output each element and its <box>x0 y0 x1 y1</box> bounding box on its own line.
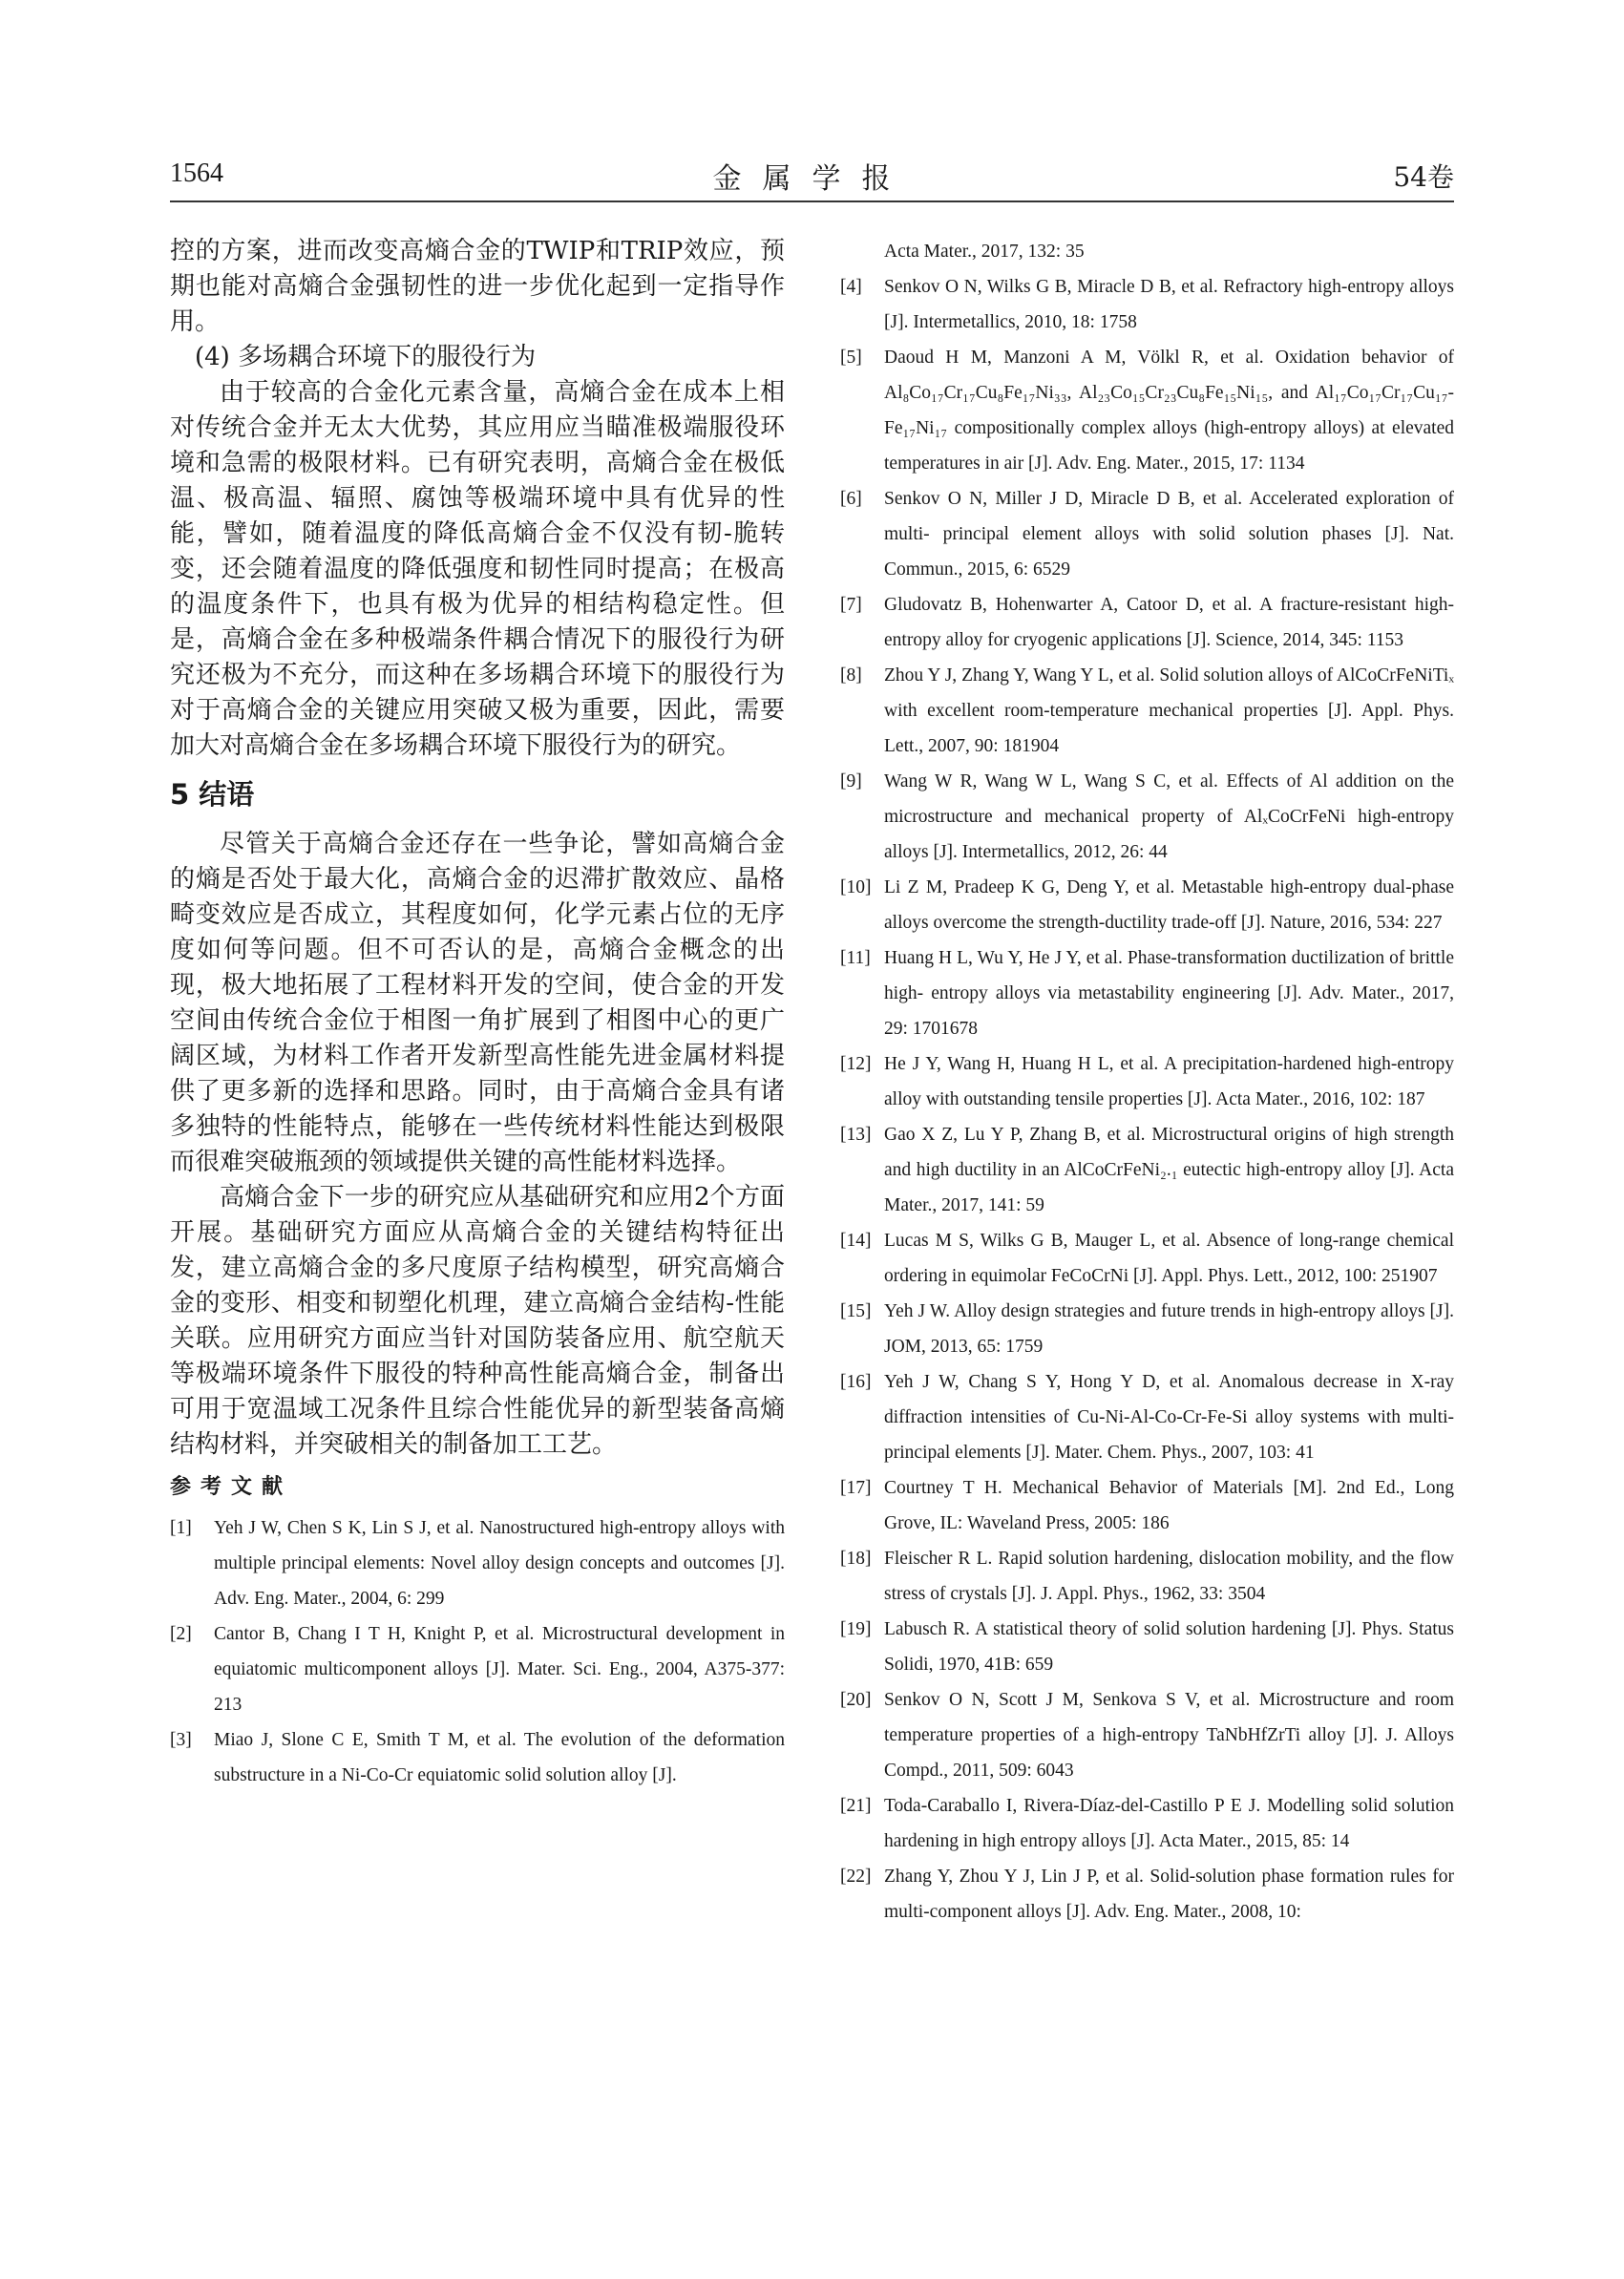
reference-number: [22] <box>840 1867 872 1887</box>
reference-number: [2] <box>170 1624 192 1644</box>
reference-text: Daoud H M, Manzoni A M, Völkl R, et al. Oxidation behavior of Al₈Co₁₇Cr₁₇Cu₈Fe₁₇Ni₃₃, Al₂₃Co₁₅Cr₂₃Cu₈Fe₁₅Ni₁₅, and Al₁₇Co₁₇Cr₁₇Cu₁₇-Fe₁₇Ni₁₇ compositionally complex alloys (high-entropy alloys) at elevated temperatures in air [J]. Adv. Eng. Mater., 2015, 17: 1134 <box>884 348 1454 474</box>
reference-item <box>840 658 1454 764</box>
reference-item <box>840 1788 1454 1859</box>
reference-text: Toda-Caraballo I, Rivera-Díaz-del-Castillo P E J. Modelling solid solution hardening in high entropy alloys [J]. Acta Mater., 2015, 85: 14 <box>884 1796 1454 1851</box>
reference-text: Lucas M S, Wilks G B, Mauger L, et al. Absence of long-range chemical ordering in equimolar FeCoCrNi [J]. Appl. Phys. Lett., 2012, 100: 251907 <box>884 1231 1454 1286</box>
reference-text: Yeh J W, Chen S K, Lin S J, et al. Nanostructured high-entropy alloys with multiple principal elements: Novel alloy design concepts and outcomes [J]. Adv. Eng. Mater., 2004, 6: 299 <box>214 1518 785 1609</box>
reference-number: [13] <box>840 1125 872 1145</box>
reference-number: [9] <box>840 771 862 791</box>
reference-text: Miao J, Slone C E, Smith T M, et al. The evolution of the deformation substructure in a Ni-Co-Cr equiatomic solid solution alloy [J]. <box>214 1730 785 1785</box>
reference-number: [14] <box>840 1231 872 1251</box>
reference-item <box>840 1541 1454 1612</box>
reference-number: [11] <box>840 948 871 968</box>
reference-item <box>840 940 1454 1046</box>
reference-text: Wang W R, Wang W L, Wang S C, et al. Effects of Al addition on the microstructure and mechanical property of AlₓCoCrFeNi high-entropy alloys [J]. Intermetallics, 2012, 26: 44 <box>884 771 1454 862</box>
reference-number: [16] <box>840 1372 872 1392</box>
reference-number: [3] <box>170 1730 192 1750</box>
reference-item <box>840 870 1454 940</box>
right-column <box>840 234 1454 1930</box>
reference-text: Labusch R. A statistical theory of solid solution hardening [J]. Phys. Status Solidi, 1970, 41B: 659 <box>884 1619 1454 1675</box>
reference-text: Senkov O N, Scott J M, Senkova S V, et al. Microstructure and room temperature properties of a high-entropy TaNbHfZrTi alloy [J]. J. Alloys Compd., 2011, 509: 6043 <box>884 1690 1454 1781</box>
reference-item <box>840 340 1454 481</box>
references-heading: 参考文献 <box>170 1475 293 1499</box>
reference-number: [20] <box>840 1690 872 1710</box>
reference-item <box>840 764 1454 870</box>
reference-text: Fleischer R L. Rapid solution hardening, dislocation mobility, and the flow stress of crystals [J]. J. Appl. Phys., 1962, 33: 3504 <box>884 1549 1454 1604</box>
reference-text: Senkov O N, Miller J D, Miracle D B, et al. Accelerated exploration of multi- principal element alloys with solid solution phases [J]. Nat. Commun., 2015, 6: 6529 <box>884 489 1454 580</box>
paragraph-continued: 控的方案，进而改变高熵合金的TWIP和TRIP效应，预期也能对高熵合金强韧性的进一步优化起到一定指导作用。 <box>170 237 785 336</box>
reference-item <box>840 1859 1454 1930</box>
reference-item <box>170 1722 785 1793</box>
reference-text: Gludovatz B, Hohenwarter A, Catoor D, et al. A fracture-resistant high- entropy alloy for cryogenic applications [J]. Science, 2014, 345: 1153 <box>884 595 1454 650</box>
reference-item <box>170 1616 785 1722</box>
reference-item <box>840 1612 1454 1682</box>
reference-item <box>840 1046 1454 1117</box>
reference-list-left <box>170 1510 785 1793</box>
reference-number: [17] <box>840 1478 872 1498</box>
reference-number: [1] <box>170 1518 192 1538</box>
paragraph-service-behavior: 由于较高的合金化元素含量，高熵合金在成本上相对传统合金并无太大优势，其应用应当瞄准极端服役环境和急需的极限材料。已有研究表明，高熵合金在极低温、极高温、辐照、腐蚀等极端环境中具有优异的性能，譬如，随着温度的降低高熵合金不仅没有韧-脆转变，还会随着温度的降低强度和韧性同时提高；在极高的温度条件下，也具有极为优异的相结构稳定性。但是，高熵合金在多种极端条件耦合情况下的服役行为研究还极为不充分，而这种在多场耦合环境下的服役行为对于高熵合金的关键应用突破又极为重要，因此，需要加大对高熵合金在多场耦合环境下服役行为的研究。 <box>170 378 785 760</box>
subheading-service-behavior: (4) 多场耦合环境下的服役行为 <box>195 343 537 371</box>
reference-text: Courtney T H. Mechanical Behavior of Materials [M]. 2nd Ed., Long Grove, IL: Waveland Press, 2005: 186 <box>884 1478 1454 1533</box>
reference-item <box>170 1510 785 1616</box>
reference-text: Huang H L, Wu Y, He J Y, et al. Phase-transformation ductilization of brittle high- entropy alloys via metastability engineering [J]. Adv. Mater., 2017, 29: 1701678 <box>884 948 1454 1039</box>
running-header <box>170 153 1454 199</box>
reference-number: [6] <box>840 489 862 509</box>
reference-number: [19] <box>840 1619 872 1639</box>
reference-number: [8] <box>840 665 862 686</box>
reference-text: Zhou Y J, Zhang Y, Wang Y L, et al. Solid solution alloys of AlCoCrFeNiTiₓ with excellent room-temperature mechanical properties [J]. Appl. Phys. Lett., 2007, 90: 181904 <box>884 665 1454 756</box>
reference-item <box>840 481 1454 587</box>
reference-item <box>840 269 1454 340</box>
reference-item <box>840 1223 1454 1294</box>
journal-title: 金属学报 <box>712 162 912 196</box>
paragraph-conclusion-2: 高熵合金下一步的研究应从基础研究和应用2个方面开展。基础研究方面应从高熵合金的关键结构特征出发，建立高熵合金的多尺度原子结构模型，研究高熵合金的变形、相变和韧塑化机理，建立高熵合金结构-性能关联。应用研究方面应当针对国防装备应用、航空航天等极端环境条件下服役的特种高性能高熵合金，制备出可用于宽温域工况条件且综合性能优异的新型装备高熵结构材料，并突破相关的制备加工工艺。 <box>170 1183 785 1459</box>
reference-text: Li Z M, Pradeep K G, Deng Y, et al. Metastable high-entropy dual-phase alloys overcome the strength-ductility trade-off [J]. Nature, 2016, 534: 227 <box>884 877 1454 933</box>
reference-text: Cantor B, Chang I T H, Knight P, et al. Microstructural development in equiatomic multicomponent alloys [J]. Mater. Sci. Eng., 2004, A375-377: 213 <box>214 1624 785 1715</box>
page-number: 1564 <box>170 158 223 188</box>
reference-number: [18] <box>840 1549 872 1569</box>
reference-item <box>840 1294 1454 1364</box>
left-column <box>170 234 785 1793</box>
reference-item <box>840 1470 1454 1541</box>
reference-text: He J Y, Wang H, Huang H L, et al. A precipitation-hardened high-entropy alloy with outstanding tensile properties [J]. Acta Mater., 2016, 102: 187 <box>884 1054 1454 1109</box>
reference-number: [21] <box>840 1796 872 1816</box>
reference-list-right <box>840 269 1454 1930</box>
reference-text: Yeh J W, Chang S Y, Hong Y D, et al. Anomalous decrease in X-ray diffraction intensities of Cu-Ni-Al-Co-Cr-Fe-Si alloy systems with multi-principal elements [J]. Mater. Chem. Phys., 2007, 103: 41 <box>884 1372 1454 1463</box>
reference-item <box>840 1117 1454 1223</box>
reference-text: Zhang Y, Zhou Y J, Lin J P, et al. Solid-solution phase formation rules for multi-component alloys [J]. Adv. Eng. Mater., 2008, 10: <box>884 1867 1454 1922</box>
reference-number: [4] <box>840 277 862 297</box>
reference-text: Gao X Z, Lu Y P, Zhang B, et al. Microstructural origins of high strength and high ductility in an AlCoCrFeNi₂.₁ eutectic high-entropy alloy [J]. Acta Mater., 2017, 141: 59 <box>884 1125 1454 1215</box>
reference-text: Yeh J W. Alloy design strategies and future trends in high-entropy alloys [J]. JOM, 2013, 65: 1759 <box>884 1301 1454 1357</box>
reference-continued: Acta Mater., 2017, 132: 35 <box>884 242 1085 262</box>
reference-number: [5] <box>840 348 862 368</box>
reference-item <box>840 587 1454 658</box>
reference-item <box>840 1364 1454 1470</box>
volume-label: 54卷 <box>1393 161 1454 193</box>
header-rule <box>170 200 1454 202</box>
reference-number: [12] <box>840 1054 872 1074</box>
reference-text: Senkov O N, Wilks G B, Miracle D B, et al. Refractory high-entropy alloys [J]. Intermetallics, 2010, 18: 1758 <box>884 277 1454 332</box>
reference-number: [15] <box>840 1301 872 1321</box>
reference-number: [7] <box>840 595 862 615</box>
reference-item <box>840 1682 1454 1788</box>
reference-number: [10] <box>840 877 872 897</box>
paragraph-conclusion-1: 尽管关于高熵合金还存在一些争论，譬如高熵合金的熵是否处于最大化，高熵合金的迟滞扩散效应、晶格畸变效应是否成立，其程度如何，化学元素占位的无序度如何等问题。但不可否认的是，高熵合金概念的出现，极大地拓展了工程材料开发的空间，使合金的开发空间由传统合金位于相图一角扩展到了相图中心的更广阔区域，为材料工作者开发新型高性能先进金属材料提供了更多新的选择和思路。同时，由于高熵合金具有诸多独特的性能特点，能够在一些传统材料性能达到极限而很难突破瓶颈的领域提供关键的高性能材料选择。 <box>170 830 785 1176</box>
section-heading-conclusion: 5 结语 <box>170 778 255 811</box>
